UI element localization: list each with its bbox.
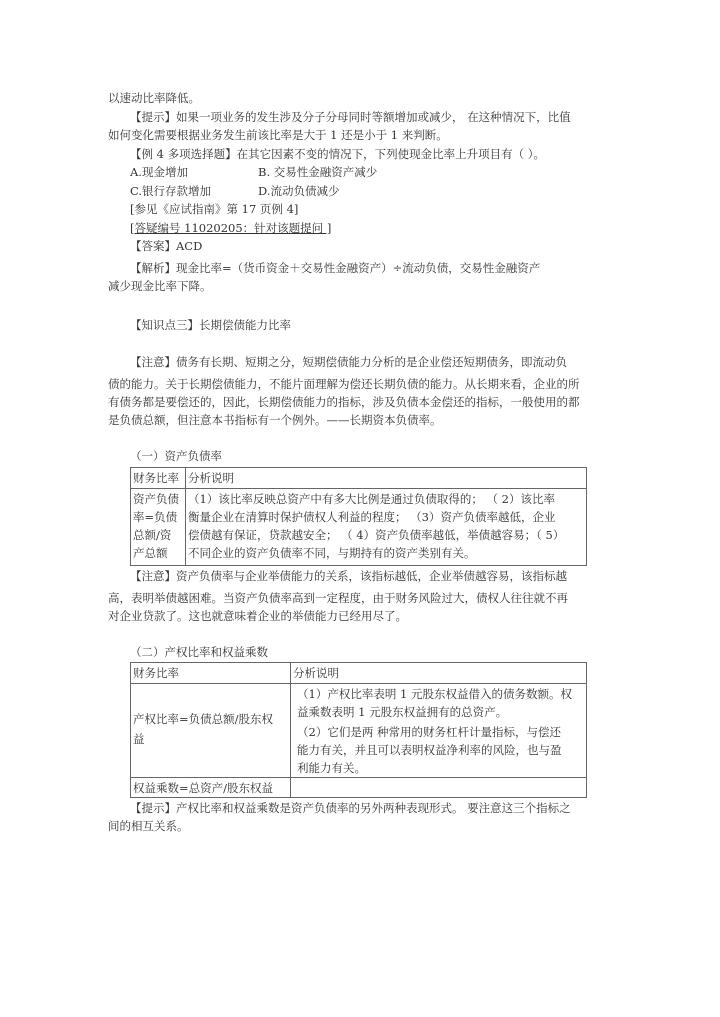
example-question: 【例 4 多项选择题】在其它因素不变的情况下，下列使现金比率上升项目有（ ）。	[130, 147, 546, 161]
tip2-line-2: 间的相互关系。	[108, 819, 189, 833]
table2-header-desc: 分析说明	[290, 662, 587, 684]
analysis-line-1: 【解析】现金比率=（货币资金＋交易性金融资产）÷流动负债，交易性金融资产	[130, 261, 541, 275]
table2-equity-multiplier-cell: 权益乘数=总资产/股东权益	[130, 777, 291, 798]
qa-link[interactable]: [答疑编号 11020205：针对该题提问 ]	[130, 221, 332, 235]
tip-line-1: 【提示】如果一项业务的发生涉及分子分母同时等额增加或减少， 在这种情况下，比值	[130, 110, 571, 124]
section1-note-1: 【注意】资产负债率与企业举债能力的关系，该指标越低，企业举债越容易，该指标越	[130, 569, 567, 583]
tip-line-2: 如何变化需要根据业务发生前该比率是大于 1 还是小于 1 来判断。	[108, 128, 448, 142]
section1-title: （一）资产负债率	[130, 449, 222, 463]
option-b: B. 交易性金融资产减少	[258, 165, 378, 179]
knowledge-note-3: 有债务都是要偿还的，因此，长期偿债能力的指标，涉及负债本金偿还的指标，一般使用的都	[108, 395, 580, 409]
reference-note: [参见《应试指南》第 17 页例 4]	[130, 202, 299, 216]
table2-desc-cell: （1）产权比率表明 1 元股东权益借入的债务数额。权 益乘数表明 1 元股东权益拥有的总资产。 （2）它们是两 种常用的财务杠杆计量指标，与偿还 能力有关，并且可以表明权益净利率的风险，也与盈 利能力有关。	[290, 683, 587, 778]
table1-ratio-cell: 资产负债 率=负债 总额/资 产总额	[130, 488, 186, 566]
table2-empty-cell	[290, 777, 587, 798]
analysis-line-2: 减少现金比率下降。	[108, 279, 212, 293]
knowledge-title: 【知识点三】长期偿债能力比率	[130, 318, 291, 332]
tip2-line-1: 【提示】产权比率和权益乘数是资产负债率的另外两种表现形式。 要注意这三个指标之	[130, 801, 571, 815]
knowledge-note-4: 是负债总额，但注意本书指标有一个例外。——长期资本负债率。	[108, 413, 442, 427]
table1-header-ratio: 财务比率	[130, 467, 186, 489]
section1-note-3: 对企业贷款了。这也就意味着企业的举债能力已经用尽了。	[108, 609, 407, 623]
section1-note-2: 高，表明举债越困难。当资产负债率高到一定程度，由于财务风险过大，债权人往往就不再	[108, 591, 568, 605]
table2-equity-ratio-cell: 产权比率=负债总额/股东权 益	[130, 683, 291, 778]
section2-title: （二）产权比率和权益乘数	[130, 645, 268, 659]
table2-header-ratio: 财务比率	[130, 662, 291, 684]
knowledge-note-1: 【注意】债务有长期、短期之分，短期偿债能力分析的是企业偿还短期债务，即流动负	[130, 355, 567, 369]
table1-desc-cell: （1）该比率反映总资产中有多大比例是通过负债取得的； （ 2）该比率 衡量企业在清算时保护债权人利益的程度； （3）资产负债率越低，企业 偿债越有保证，贷款越安全； （ 4）资产负债率越低，举债越容易；（ 5） 不同企业的资产负债率不同，与期持有的资产类别有关。	[185, 488, 587, 566]
option-a: A.现金增加	[130, 165, 188, 179]
option-d: D.流动负债减少	[258, 184, 340, 198]
knowledge-note-2: 债的能力。关于长期偿债能力，不能片面理解为偿还长期负债的能力。从长期来看，企业的所	[108, 377, 580, 391]
intro-line: 以速动比率降低。	[108, 91, 200, 105]
answer: 【答案】ACD	[130, 239, 203, 253]
table1-header-desc: 分析说明	[185, 467, 587, 489]
option-c: C.银行存款增加	[130, 184, 212, 198]
